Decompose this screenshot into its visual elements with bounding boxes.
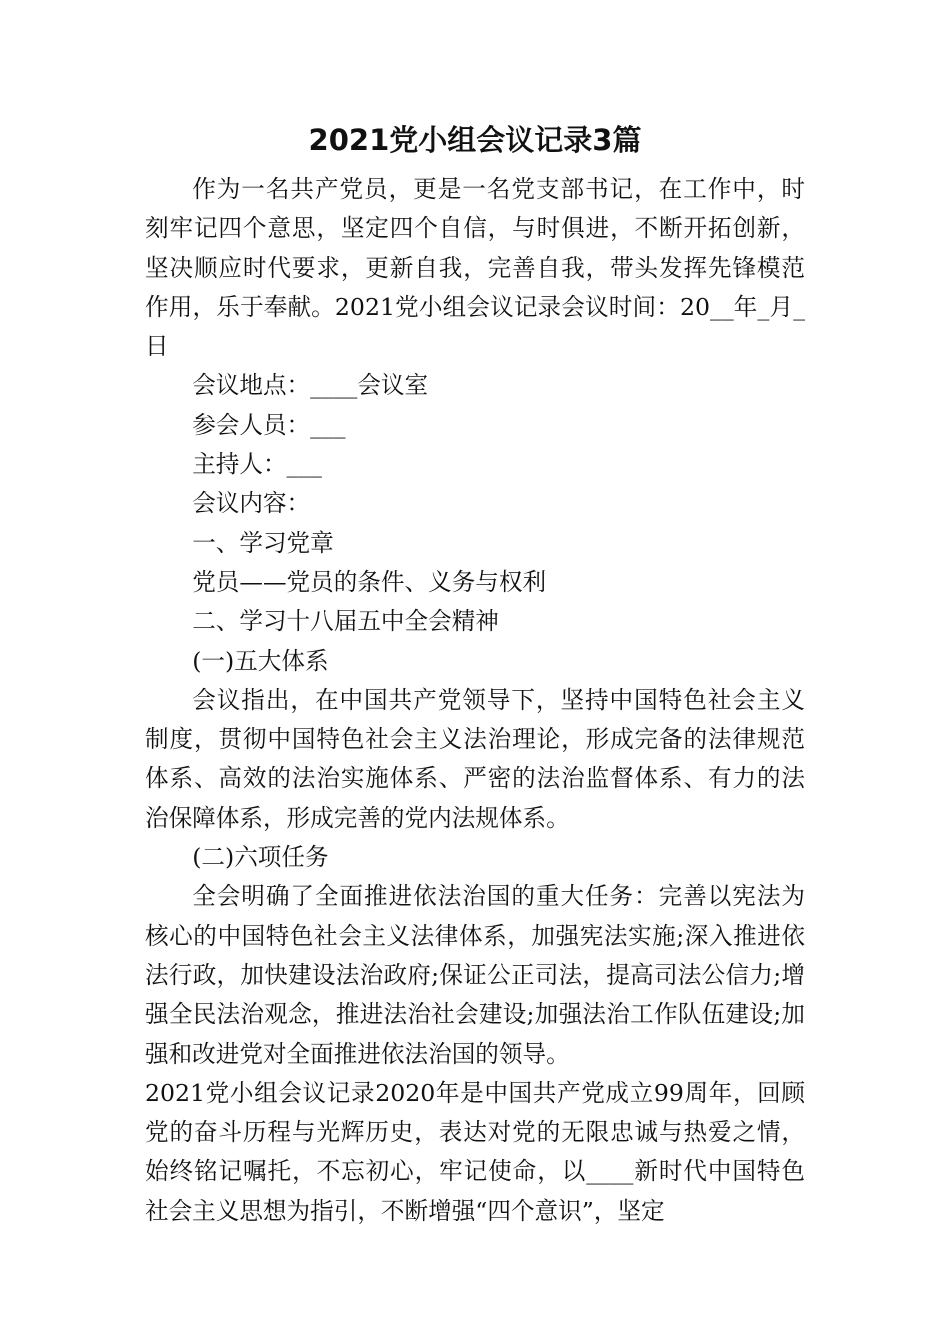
document-page xyxy=(145,120,805,1231)
meeting-host: 主持人：___ xyxy=(192,450,322,479)
meeting-attendees: 参会人员：___ xyxy=(192,410,346,439)
document-title: 2021党小组会议记录3篇 xyxy=(308,123,642,157)
intro-paragraph: 作为一名共产党员，更是一名党支部书记，在工作中，时刻牢记四个意思，坚定四个自信，与时俱进，不断开拓创新，坚决顺应时代要求，更新自我，完善自我，带头发挥先锋模范作用，乐于奉献。2021党小组会议记录会议时间：20__年_月_日 xyxy=(145,175,805,361)
subsection-1-paragraph: 会议指出，在中国共产党领导下，坚持中国特色社会主义制度，贯彻中国特色社会主义法治理论，形成完备的法律规范体系、高效的法治实施体系、严密的法治监督体系、有力的法治保障体系，形成完善的党内法规体系。 xyxy=(145,685,805,832)
subsection-2-paragraph: 全会明确了全面推进依法治国的重大任务：完善以宪法为核心的中国特色社会主义法律体系，加强宪法实施;深入推进依法行政，加快建设法治政府;保证公正司法，提高司法公信力;增强全民法治观念，推进法治社会建设;加强法治工作队伍建设;加强和改进党对全面推进依法治国的领导。 xyxy=(145,882,805,1068)
subsection-heading-1: (一)五大体系 xyxy=(192,646,329,675)
section-heading-1: 一、学习党章 xyxy=(192,528,334,557)
subsection-heading-2: (二)六项任务 xyxy=(192,843,329,872)
meeting-location: 会议地点：____会议室 xyxy=(192,371,429,400)
meeting-content-label: 会议内容： xyxy=(192,489,311,518)
record-2-paragraph: 2021党小组会议记录2020年是中国共产党成立99周年，回顾党的奋斗历程与光辉历史，表达对党的无限忠诚与热爱之情，始终铭记嘱托，不忘初心，牢记使命，以____新时代中国特色社会主义思想为指引，不断增强“四个意识”，坚定 xyxy=(145,1078,805,1225)
section-heading-2: 二、学习十八届五中全会精神 xyxy=(192,607,499,636)
section-1-subtitle: 党员——党员的条件、义务与权利 xyxy=(192,567,547,596)
